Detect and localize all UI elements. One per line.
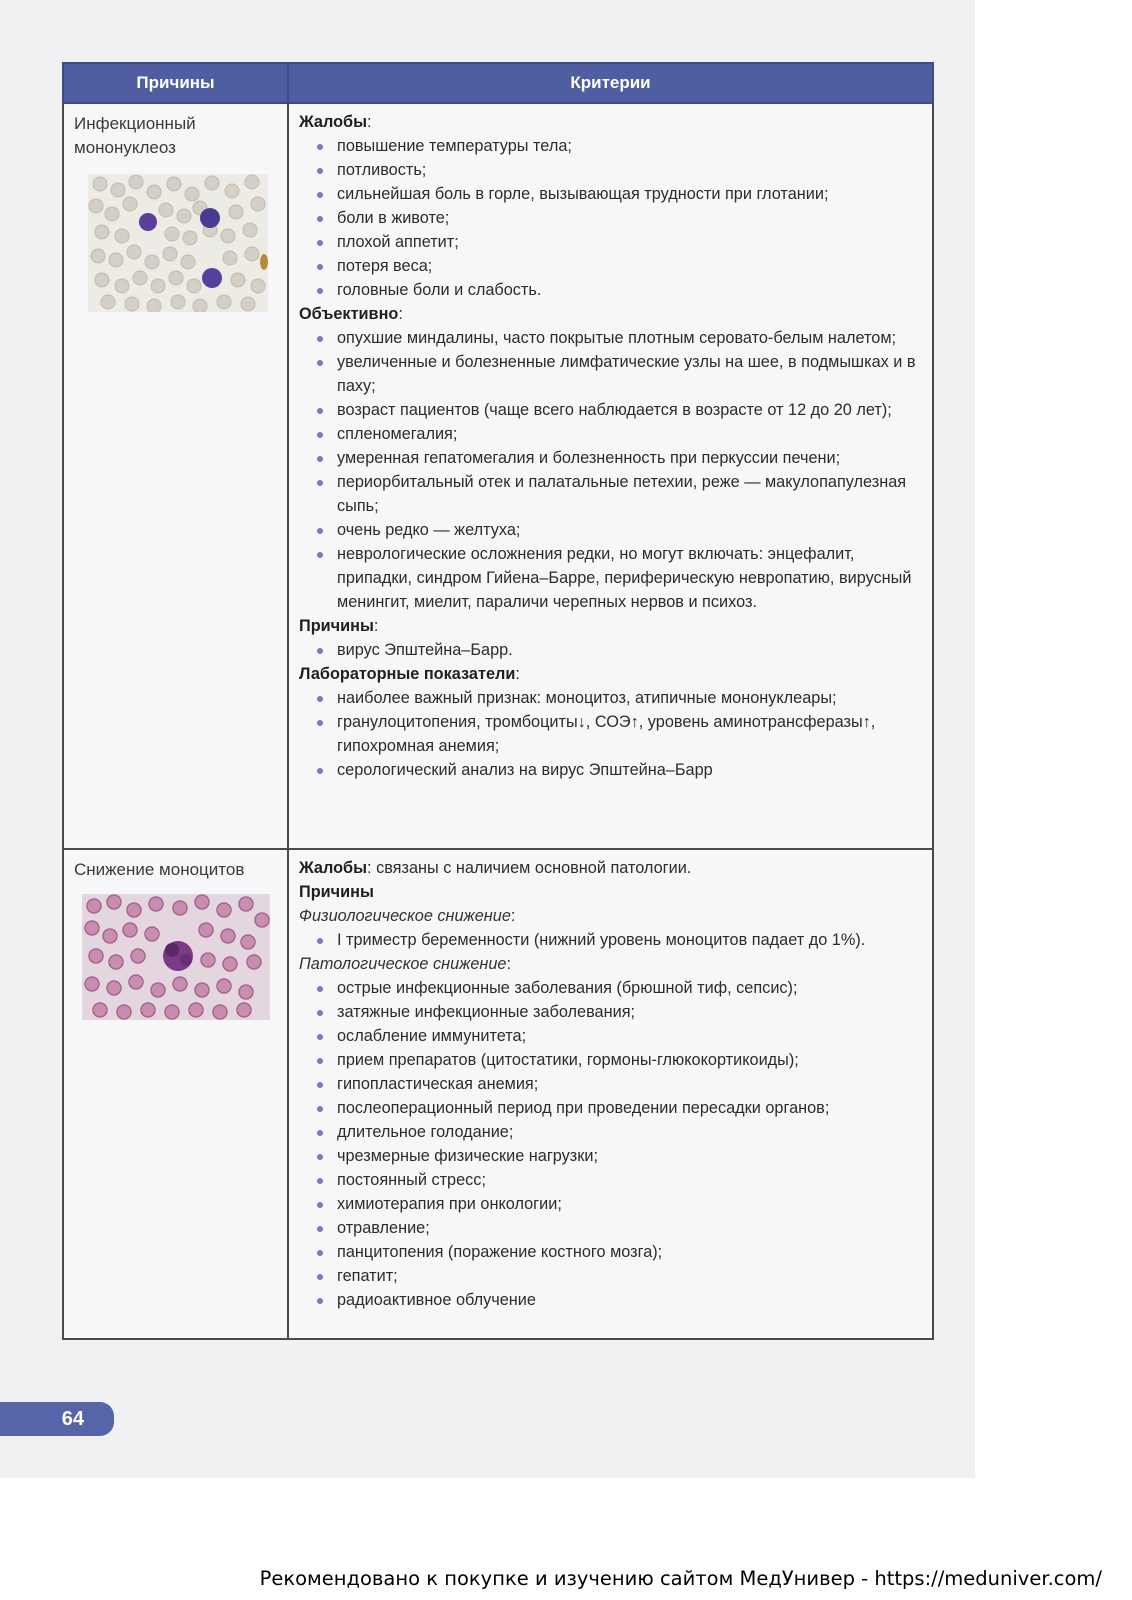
list-item: наиболее важный признак: моноцитоз, атипичные мононуклеары;: [337, 686, 924, 710]
list-item: серологический анализ на вирус Эпштейна–Барр: [337, 758, 924, 782]
cause-cell: [63, 103, 288, 849]
patho-list: [299, 976, 924, 1312]
list-item: гепатит;: [337, 1264, 924, 1288]
list-item: боли в животе;: [337, 206, 924, 230]
section-heading: Лабораторные показатели: [299, 665, 516, 683]
list-item: затяжные инфекционные заболевания;: [337, 1000, 924, 1024]
list-item: ослабление иммунитета;: [337, 1024, 924, 1048]
list-item: периорбитальный отек и палатальные петехии, реже — макулопапулезная сыпь;: [337, 470, 924, 518]
list-item: плохой аппетит;: [337, 230, 924, 254]
list-item: прием препаратов (цитостатики, гормоны-глюкокортикоиды);: [337, 1048, 924, 1072]
list-item: постоянный стресс;: [337, 1168, 924, 1192]
list-item: спленомегалия;: [337, 422, 924, 446]
list-item: острые инфекционные заболевания (брюшной тиф, сепсис);: [337, 976, 924, 1000]
list-item: потливость;: [337, 158, 924, 182]
list-item: очень редко — желтуха;: [337, 518, 924, 542]
subsection-heading: Патологическое снижение: [299, 955, 507, 973]
table-header-row: [63, 63, 933, 103]
list-item: неврологические осложнения редки, но могут включать: энцефалит, припадки, синдром Гийена–Барре, периферическую невропатию, вирусный менингит, миелит, параличи черепных нервов и психоз.: [337, 542, 924, 614]
list-item: опухшие миндалины, часто покрытые плотным серовато-белым налетом;: [337, 326, 924, 350]
column-header-criteria: Критерии: [288, 63, 933, 103]
list-item: головные боли и слабость.: [337, 278, 924, 302]
criteria-cell: Жалобы: связаны с наличием основной патологии. Причины Физиологическое снижение: I триместр беременности (нижний уровень моноцитов падает до 1%). Патологическое снижение: острые инфекционные заболевания (брюшной тиф, сепсис); затяжные инфекционные заболевания; ослабление иммунитета; прием препаратов (цитостатики, гормоны-глюкокортикоиды); гипопластическая анемия; послеоперационный период при проведении пересадки органов; длительное голодание; чрезмерные физические нагрузки; постоянный стресс; химиотерапия при онкологии; отравление; панцитопения (поражение костного мозга); гепатит; радиоактивное облучение: [288, 849, 933, 1339]
column-header-causes: Причины: [63, 63, 288, 103]
section-heading: Жалобы: [299, 859, 368, 877]
physio-list: [299, 928, 924, 952]
complaints-text: связаны с наличием основной патологии.: [376, 859, 692, 877]
blood-smear-micrograph: [82, 894, 270, 1020]
list-item: I триместр беременности (нижний уровень моноцитов падает до 1%).: [337, 928, 924, 952]
cause-name: Инфекционный мононуклеоз: [74, 114, 196, 157]
list-item: послеоперационный период при проведении пересадки органов;: [337, 1096, 924, 1120]
section-heading: Причины: [299, 883, 374, 901]
table-row: [63, 103, 933, 849]
list-item: умеренная гепатомегалия и болезненность при перкуссии печени;: [337, 446, 924, 470]
list-item: гранулоцитопения, тромбоциты↓, СОЭ↑, уровень аминотрансферазы↑, гипохромная анемия;: [337, 710, 924, 758]
page-number: 64: [61, 1408, 84, 1430]
criteria-cell: Жалобы: повышение температуры тела; потливость; сильнейшая боль в горле, вызывающая трудности при глотании; боли в животе; плохой аппетит; потеря веса; головные боли и слабость. Объективно: опухшие миндалины, часто покрытые плотным серовато-белым налетом; увеличенные и болезненные лимфатические узлы на шее, в подмышках и в паху; возраст пациентов (чаще всего наблюдается в возрасте от 12 до 20 лет); спленомегалия; умеренная гепатомегалия и болезненность при перкуссии печени; периорбитальный отек и палатальные петехии, реже — макулопапулезная сыпь; очень редко — желтуха; неврологические осложнения редки, но могут включать: энцефалит, припадки, синдром Гийена–Барре, периферическую невропатию, вирусный менингит, миелит, параличи черепных нервов и психоз. Причины: вирус Эпштейна–Барр. Лабораторные показатели: наиболее важный признак: моноцитоз, атипичные мононуклеары; гранулоцитопения, тромбоциты↓, СОЭ↑, уровень аминотрансферазы↑, гипохромная анемия; серологический анализ на вирус Эпштейна–Барр: [288, 103, 933, 849]
section-heading: Причины: [299, 617, 374, 635]
list-item: увеличенные и болезненные лимфатические узлы на шее, в подмышках и в паху;: [337, 350, 924, 398]
blood-smear-micrograph: [88, 174, 268, 312]
page-number-tab: [0, 1402, 114, 1436]
objective-list: [299, 326, 924, 614]
footer-recommendation: Рекомендовано к покупке и изучению сайтом МедУнивер - https://meduniver.com/: [259, 1567, 1102, 1590]
list-item: вирус Эпштейна–Барр.: [337, 638, 924, 662]
list-item: отравление;: [337, 1216, 924, 1240]
section-heading: Жалобы: [299, 113, 368, 131]
cause-name: Снижение моноцитов: [74, 860, 245, 879]
table-row: [63, 849, 933, 1339]
list-item: сильнейшая боль в горле, вызывающая трудности при глотании;: [337, 182, 924, 206]
list-item: радиоактивное облучение: [337, 1288, 924, 1312]
criteria-table: [62, 62, 934, 1340]
list-item: гипопластическая анемия;: [337, 1072, 924, 1096]
cause-cell: [63, 849, 288, 1339]
list-item: возраст пациентов (чаще всего наблюдается в возрасте от 12 до 20 лет);: [337, 398, 924, 422]
list-item: чрезмерные физические нагрузки;: [337, 1144, 924, 1168]
complaints-list: [299, 134, 924, 302]
lab-list: [299, 686, 924, 782]
list-item: химиотерапия при онкологии;: [337, 1192, 924, 1216]
list-item: потеря веса;: [337, 254, 924, 278]
list-item: панцитопения (поражение костного мозга);: [337, 1240, 924, 1264]
causes-list: [299, 638, 924, 662]
subsection-heading: Физиологическое снижение: [299, 907, 511, 925]
list-item: длительное голодание;: [337, 1120, 924, 1144]
list-item: повышение температуры тела;: [337, 134, 924, 158]
section-heading: Объективно: [299, 305, 399, 323]
